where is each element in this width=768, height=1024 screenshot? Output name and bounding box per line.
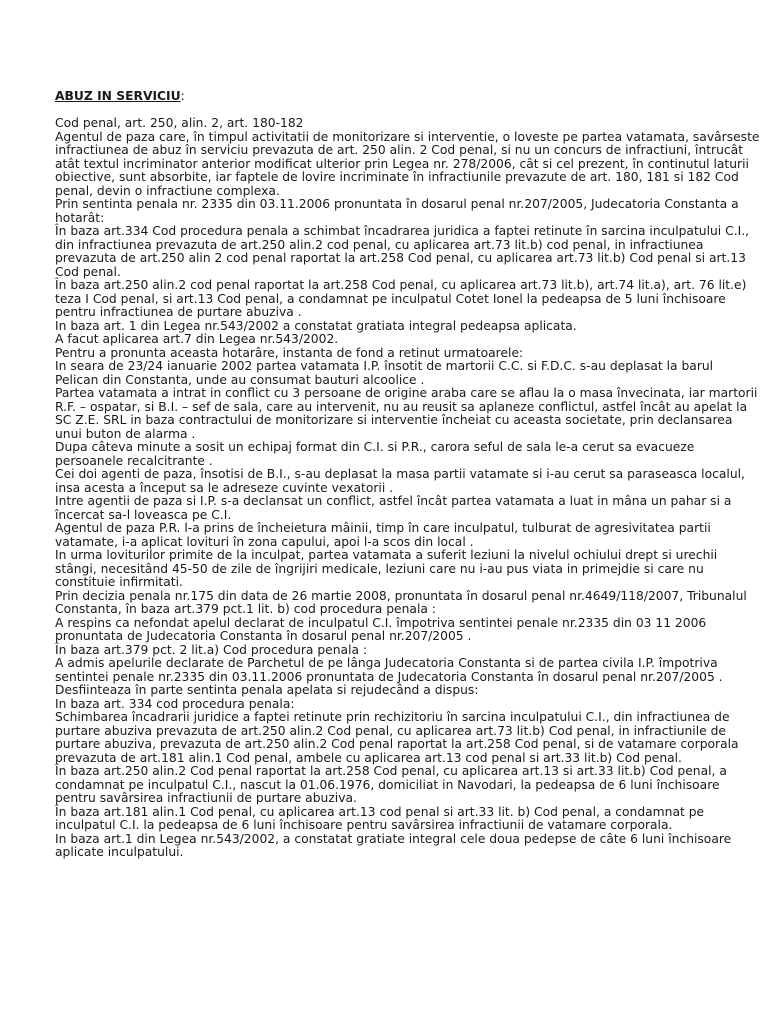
paragraph: A facut aplicarea art.7 din Legea nr.543/2002. (55, 332, 339, 346)
paragraph: În baza art.181 alin.1 Cod penal, cu aplicarea art.13 cod penal si art.33 lit. b) Cod penal, a condamnat pe inculpatul C.I. la pedeapsa de 6 luni închisoare pentru savârsirea infractiunii de vatamare corporala. (55, 804, 705, 832)
paragraph: Agentul de paza P.R. l-a prins de încheietura mâinii, timp în care inculpatul, tulburat de agresivitatea partii vatamate, i-a aplicat lovituri în zona capului, apoi l-a scos din local . (55, 521, 711, 549)
title-colon: : (180, 89, 185, 103)
paragraph: În baza art.379 pct. 2 lit.a) Cod procedura penala : (55, 642, 368, 657)
paragraph: In urma loviturilor primite de la inculpat, partea vatamata a suferit leziuni la nivelul ochiului drept si urechii stângi, necesitând 45-50 de zile de îngrijiri medicale, leziuni care nu i-au pus viata in primejdie si care nu constituie infirmitati. (55, 548, 718, 589)
paragraph: Pentru a pronunta aceasta hotarâre, instanta de fond a retinut urmatoarele: (55, 345, 524, 360)
paragraph: Partea vatamata a intrat in conflict cu 3 persoane de origine araba care se aflau la o masa învecinata, iar martorii R.F. – ospatar, si B.I. – sef de sala, care au intervenit, nu au reusit sa aplaneze conflictul, astfel încât au apelat la SC Z.E. SRL in baza contractului de monitorizare si interventie încheiat cu aceasta societate, prin declansarea unui buton de alarma . (55, 386, 758, 441)
paragraph: In baza art. 1 din Legea nr.543/2002 a constatat gratiata integral pedeapsa aplicata. (55, 318, 577, 333)
paragraph: Prin decizia penala nr.175 din data de 26 martie 2008, pronuntata în dosarul penal nr.4649/118/2007, Tribunalul Constanta, în baza art.379 pct.1 lit. b) cod procedura penala : (55, 588, 747, 616)
paragraph: Agentul de paza care, în timpul activitatii de monitorizare si interventie, o loveste pe partea vatamata, savârseste infractiunea de abuz în serviciu prevazuta de art. 250 alin. 2 Cod penal, si nu un concurs de infractiuni, întrucât atât textul incriminator anterior modificat ulterior prin Legea nr. 278/2006, cât si cel prezent, în continutul laturii obiective, sunt absorbite, iar faptele de lovire incriminate în infractiunile prevazute de art. 180, 181 si 182 Cod penal, devin o infractiune complexa. (55, 129, 760, 198)
paragraph: În baza art.250 alin.2 Cod penal raportat la art.258 Cod penal, cu aplicarea art.13 si art.33 lit.b) Cod penal, a condamnat pe inculpatul C.I., nascut la 01.06.1976, domiciliat in Navodari, la pedeapsa de 6 luni închisoare pentru savârsirea infractiunii de purtare abuziva. (55, 764, 727, 805)
document-page (55, 90, 760, 860)
paragraph: A admis apelurile declarate de Parchetul de pe lânga Judecatoria Constanta si de partea civila I.P. împotriva sentintei penale nr.2335 din 03.11.2006 pronuntata de Judecatoria Constanta în dosarul penal nr.207/2005 . (55, 656, 723, 684)
paragraph: In seara de 23/24 ianuarie 2002 partea vatamata I.P. însotit de martorii C.C. si F.D.C. s-au deplasat la barul Pelican din Constanta, unde au consumat bauturi alcoolice . (55, 359, 714, 387)
paragraph: Cei doi agenti de paza, însotisi de B.I., s-au deplasat la masa partii vatamate si i-au cerut sa paraseasca localul, insa acesta a început sa le adreseze cuvinte vexatorii . (55, 467, 745, 495)
paragraph: Dupa câteva minute a sosit un echipaj format din C.I. si P.R., carora seful de sala le-a cerut sa evacueze persoanele recalcitrante . (55, 440, 695, 468)
paragraph: În baza art.250 alin.2 cod penal raportat la art.258 Cod penal, cu aplicarea art.73 lit.b), art.74 lit.a), art. 76 lit.e) teza I Cod penal, si art.13 Cod penal, a condamnat pe inculpatul Cotet Ionel la pedeapsa de 5 luni închisoare pentru infractiunea de purtare abuziva . (55, 278, 747, 319)
paragraph: In baza art. 334 cod procedura penala: (55, 696, 295, 711)
heading-line (55, 90, 760, 104)
document-body (55, 117, 760, 860)
paragraph: Desfiinteaza în parte sentinta penala apelata si rejudecând a dispus: (55, 683, 479, 697)
paragraph: În baza art.334 Cod procedura penala a schimbat încadrarea juridica a faptei retinute în sarcina inculpatului C.I., din infractiunea prevazuta de art.250 alin.2 cod penal, cu aplicarea art.73 lit.b) cod penal, in infractiunea prevazuta de art.250 alin 2 cod penal raportat la art.258 Cod penal, cu aplicarea art.73 lit.b) Cod penal si art.13 Cod penal. (55, 224, 750, 279)
paragraph: Cod penal, art. 250, alin. 2, art. 180-182 (55, 116, 304, 130)
paragraph: Intre agentii de paza si I.P. s-a declansat un conflict, astfel încât partea vatamata a luat in mâna un pahar si a încercat sa-l loveasca pe C.I. (55, 494, 732, 522)
paragraph: Prin sentinta penala nr. 2335 din 03.11.2006 pronuntata în dosarul penal nr.207/2005, Judecatoria Constanta a hotarât: (55, 197, 739, 225)
paragraph: A respins ca nefondat apelul declarat de inculpatul C.I. împotriva sentintei penale nr.2335 din 03 11 2006 pronuntata de Judecatoria Constanta în dosarul penal nr.207/2005 . (55, 615, 707, 643)
paragraph: Schimbarea încadrarii juridice a faptei retinute prin rechizitoriu în sarcina inculpatului C.I., din infractiunea de purtare abuziva prevazuta de art.250 alin.2 Cod penal, cu aplicarea art.73 lit.b) Cod penal, in infractiunile de purtare abuziva, prevazuta de art.250 alin.2 Cod penal raportat la art.258 Cod penal, si de vatamare corporala prevazuta de art.181 alin.1 Cod penal, ambele cu aplicarea art.13 cod penal si art.33 lit.b) Cod penal. (55, 710, 739, 765)
document-title: ABUZ IN SERVICIU (55, 89, 181, 103)
paragraph: In baza art.1 din Legea nr.543/2002, a constatat gratiate integral cele doua pedepse de câte 6 luni închisoare aplicate inculpatului. (55, 831, 732, 859)
